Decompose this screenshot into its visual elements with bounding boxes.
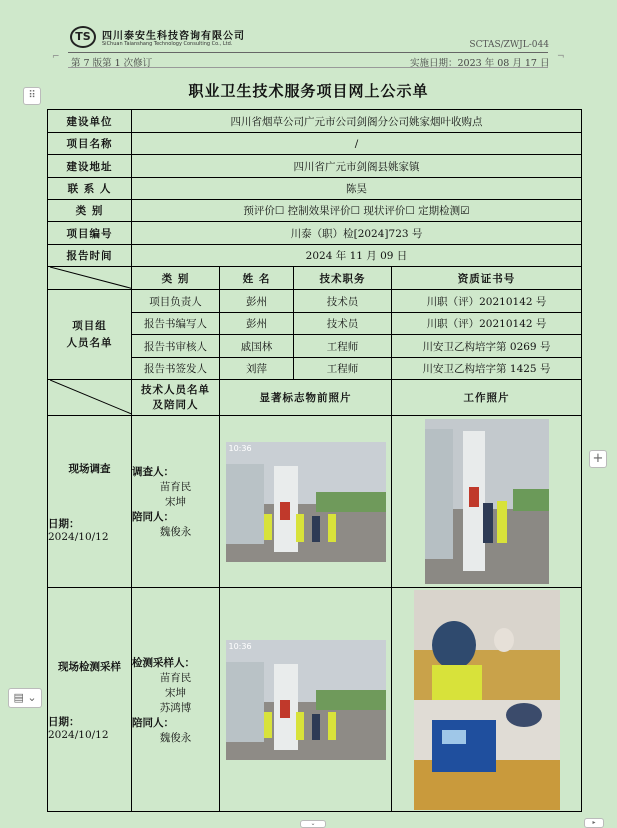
companion-label: 陪同人： xyxy=(132,511,174,523)
row-category xyxy=(48,200,582,222)
sampling-landmark-photo-cell xyxy=(220,588,392,812)
survey-date-label: 日期： xyxy=(48,517,80,530)
category-label: 类 别 xyxy=(48,200,132,222)
scroll-down-button[interactable]: ⌄ xyxy=(300,820,326,828)
photo-timestamp: 10:36 xyxy=(228,443,252,453)
diagonal-line xyxy=(50,380,132,415)
staff-header: 技术人员名单 及陪同人 xyxy=(132,380,220,416)
team-cert: 川职（评）20210142 号 xyxy=(392,290,582,313)
time-value: 2024 年 11 月 09 日 xyxy=(132,245,582,267)
survey-work-photo-cell xyxy=(392,416,582,588)
companion-list xyxy=(132,524,219,539)
sampler-name: 苏鸿博 xyxy=(159,701,192,714)
diagonal-line xyxy=(50,267,132,289)
team-title: 工程师 xyxy=(294,358,392,380)
investigator-name: 苗育民 xyxy=(159,481,192,493)
companion-label: 陪同人： xyxy=(132,716,174,729)
row-number xyxy=(48,222,582,245)
team-label: 项目组 人员名单 xyxy=(48,290,132,380)
number-label: 项目编号 xyxy=(48,222,132,245)
team-cert: 川职（评）20210142 号 xyxy=(392,313,582,335)
implementation-date: 实施日期：2023 年 08 月 17 日 xyxy=(410,58,550,69)
team-name: 戚国林 xyxy=(220,335,294,358)
team-cert: 川安卫乙构培字第 1425 号 xyxy=(392,358,582,380)
sampling-date: 2024/10/12 xyxy=(48,728,109,741)
sampling-date-label: 日期： xyxy=(48,715,80,728)
work-photo-header: 工作照片 xyxy=(392,380,582,416)
companion-list xyxy=(132,730,219,745)
contact-value: 陈昊 xyxy=(132,178,582,200)
sampling-row xyxy=(48,588,582,812)
unit-label: 建设单位 xyxy=(48,110,132,133)
project-value: / xyxy=(132,133,582,155)
investigator-name: 宋坤 xyxy=(165,496,186,508)
survey-title-cell xyxy=(48,416,132,588)
survey-row xyxy=(48,416,582,588)
sampling-landmark-photo xyxy=(226,640,386,760)
address-value: 四川省广元市剑阁县姚家镇 xyxy=(132,155,582,178)
team-title: 技术员 xyxy=(294,313,392,335)
survey-staff-cell xyxy=(132,416,220,588)
survey-date: 2024/10/12 xyxy=(48,530,109,543)
sampler-list xyxy=(132,670,219,715)
notice-table xyxy=(47,109,582,812)
team-cert: 川安卫乙构培字第 0269 号 xyxy=(392,335,582,358)
companion-name: 魏俊永 xyxy=(159,731,192,744)
row-address xyxy=(48,155,582,178)
block-handle-icon[interactable]: ⠿ xyxy=(23,87,41,105)
team-role: 项目负责人 xyxy=(132,290,220,313)
row-contact xyxy=(48,178,582,200)
survey-title: 现场调查 xyxy=(68,462,111,475)
document-code: SCTAS/ZWJL-044 xyxy=(469,40,549,50)
team-name: 刘萍 xyxy=(220,358,294,380)
category-value: 预评价☐ 控制效果评价☐ 现状评价☐ 定期检测☑ xyxy=(132,200,582,222)
companion-name: 魏俊永 xyxy=(159,526,192,538)
sampling-work-photo xyxy=(414,590,560,810)
investigator-label: 调查人： xyxy=(132,466,174,478)
header-divider-bottom xyxy=(68,67,548,68)
team-role: 报告书签发人 xyxy=(132,358,220,380)
project-label: 项目名称 xyxy=(48,133,132,155)
add-block-button[interactable]: + xyxy=(589,450,607,468)
sampler-name: 宋坤 xyxy=(165,686,186,699)
sampling-work-photo-cell xyxy=(392,588,582,812)
company-logo: TS xyxy=(70,26,96,48)
row-unit xyxy=(48,110,582,133)
team-header-name: 姓 名 xyxy=(220,267,294,290)
team-title: 工程师 xyxy=(294,335,392,358)
page-title: 职业卫生技术服务项目网上公示单 xyxy=(188,82,429,100)
team-header-cert: 资质证书号 xyxy=(392,267,582,290)
address-label: 建设地址 xyxy=(48,155,132,178)
sampling-staff-cell xyxy=(132,588,220,812)
team-role: 报告书编写人 xyxy=(132,313,220,335)
diagonal-cell xyxy=(48,267,132,290)
sampling-title: 现场检测采样 xyxy=(58,660,121,673)
landmark-photo-header: 显著标志物前照片 xyxy=(220,380,392,416)
team-name: 彭州 xyxy=(220,313,294,335)
row-project xyxy=(48,133,582,155)
team-role: 报告书审核人 xyxy=(132,335,220,358)
unit-value: 四川省烟草公司广元市公司剑阁分公司姚家烟叶收购点 xyxy=(132,110,582,133)
version-info: 第 7 版第 1 次修订 xyxy=(71,58,153,69)
time-label: 报告时间 xyxy=(48,245,132,267)
team-row xyxy=(48,290,582,313)
page-corner-mark: ⌐ xyxy=(52,52,60,62)
team-title: 技术员 xyxy=(294,290,392,313)
team-header-title: 技术职务 xyxy=(294,267,392,290)
number-value: 川泰（职）检[2024]723 号 xyxy=(132,222,582,245)
company-name: 四川泰安生科技咨询有限公司 xyxy=(102,31,245,42)
company-name-en: SiChuan Taianshang Technology Consulting Co., Ltd. xyxy=(102,41,233,47)
investigator-list xyxy=(132,479,219,509)
sampler-name: 苗育民 xyxy=(159,671,192,684)
row-time xyxy=(48,245,582,267)
team-name: 彭州 xyxy=(220,290,294,313)
contact-label: 联 系 人 xyxy=(48,178,132,200)
diagonal-cell xyxy=(48,380,132,416)
survey-landmark-photo xyxy=(226,442,386,562)
survey-landmark-photo-cell xyxy=(220,416,392,588)
sampler-label: 检测采样人： xyxy=(132,656,195,669)
header-divider xyxy=(68,52,548,53)
photo-timestamp: 10:36 xyxy=(228,641,252,651)
page-nav-button[interactable]: ▸ xyxy=(584,818,604,828)
team-header-row xyxy=(48,267,582,290)
photos-header-row xyxy=(48,380,582,416)
team-header-category: 类 别 xyxy=(132,267,220,290)
survey-work-photo xyxy=(425,419,549,584)
block-type-dropdown[interactable]: ▤ ⌄ xyxy=(8,688,42,708)
sampling-title-cell xyxy=(48,588,132,812)
page-corner-mark: ¬ xyxy=(557,52,565,62)
